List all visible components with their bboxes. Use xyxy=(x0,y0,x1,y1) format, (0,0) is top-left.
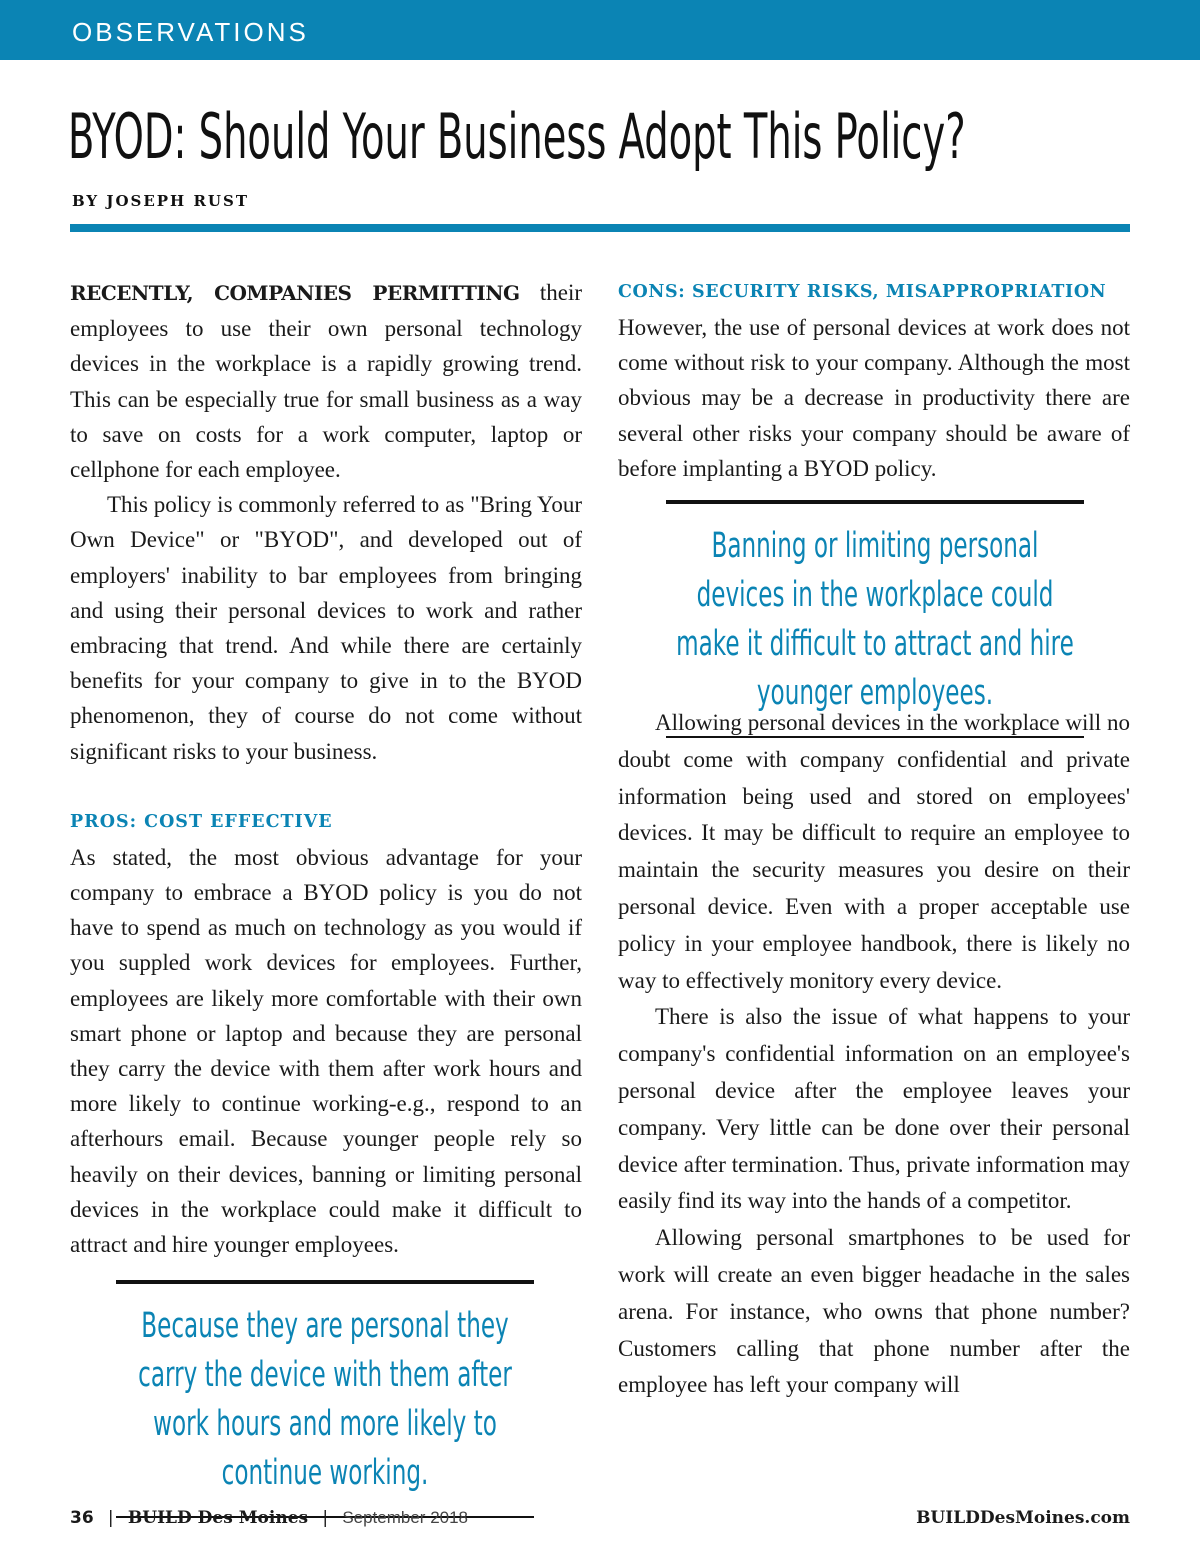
intro-lead: RECENTLY, COMPANIES PERMITTING xyxy=(70,281,520,305)
intro-paragraph xyxy=(70,275,582,487)
cons-paragraph: However, the use of personal devices at work does not come without risk to your company. Although the most obvious may be a decrease in productivity there are several other risks your company should be aware of before implanting a BYOD policy. xyxy=(618,315,1130,481)
magazine-name: BUILD Des Moines xyxy=(127,1508,309,1528)
left-column xyxy=(70,275,582,1262)
header-bar xyxy=(0,0,1200,60)
cons-heading: CONS: SECURITY RISKS, MISAPPROPRIATION xyxy=(618,282,1107,302)
footer-separator: | xyxy=(107,1508,114,1528)
pull-quote-left xyxy=(116,1280,534,1518)
pull-quote-right xyxy=(666,500,1084,738)
pros-paragraph: As stated, the most obvious advantage for your company to embrace a BYOD policy is you do not have to spend as much on technology as you would if you suppled work devices for employees. Further, employees are likely more comfortable with their own smart phone or laptop and because they are personal they carry the device with them after work hours and more likely to continue working-e.g., respond to an afterhours email. Because younger people rely so heavily on their devices, banning or limiting personal devices in the workplace could make it difficult to attract and hire younger employees. xyxy=(70,844,582,1258)
pull-quote-right-text: Banning or limiting personal devices in the workplace could make it difficult to attract and hire younger employees. xyxy=(676,526,1074,713)
right-paragraph-1: Allowing personal devices in the workplace will no doubt come with company confidential and private information being used and stored on employees' devices. It may be difficult to require an employee to maintain the security measures you desire on their personal device. Even with a proper acceptable use policy in your employee handbook, there is likely no way to effectively monitory every device. xyxy=(618,710,1130,993)
intro-text: their employees to use their own personal technology devices in the workplace is a rapidly growing trend. This can be especially true for small business as a way to save on costs for a work computer, laptop or cellphone for each employee. xyxy=(70,280,582,483)
right-column-lower xyxy=(618,705,1130,1404)
pros-heading: PROS: COST EFFECTIVE xyxy=(70,811,333,832)
issue-date: September 2018 xyxy=(342,1508,469,1527)
page-number: 36 xyxy=(70,1508,94,1528)
byline: BY JOSEPH RUST xyxy=(72,192,249,210)
title-rule xyxy=(70,224,1130,232)
footer-separator-2: | xyxy=(322,1508,329,1528)
article-title: BYOD: Should Your Business Adopt This Policy? xyxy=(68,100,966,173)
website-link[interactable]: BUILDDesMoines.com xyxy=(916,1508,1130,1528)
section-label: OBSERVATIONS xyxy=(72,17,309,47)
paragraph-2: This policy is commonly referred to as "Bring Your Own Device" or "BYOD", and developed out of employers' inability to bar employees from bringing and using their personal devices to work and rather embracing that trend. And while there are certainly benefits for your company to give in to the BYOD phenomenon, they of course do not come without significant risks to your business. xyxy=(70,492,582,764)
pull-quote-left-text: Because they are personal they carry the device with them after work hours and more likely to continue working. xyxy=(138,1306,512,1493)
page-footer xyxy=(70,1508,1130,1532)
right-paragraph-2: There is also the issue of what happens to your company's confidential information on an employee's personal device after the employee leaves your company. Very little can be done over their personal device after termination. Thus, private information may easily find its way into the hands of a competitor. xyxy=(618,1004,1130,1214)
right-column xyxy=(618,275,1130,486)
right-paragraph-3: Allowing personal smartphones to be used for work will create an even bigger headache in the sales arena. For instance, who owns that phone number? Customers calling that phone number after the employee has left your company will xyxy=(618,1225,1130,1398)
